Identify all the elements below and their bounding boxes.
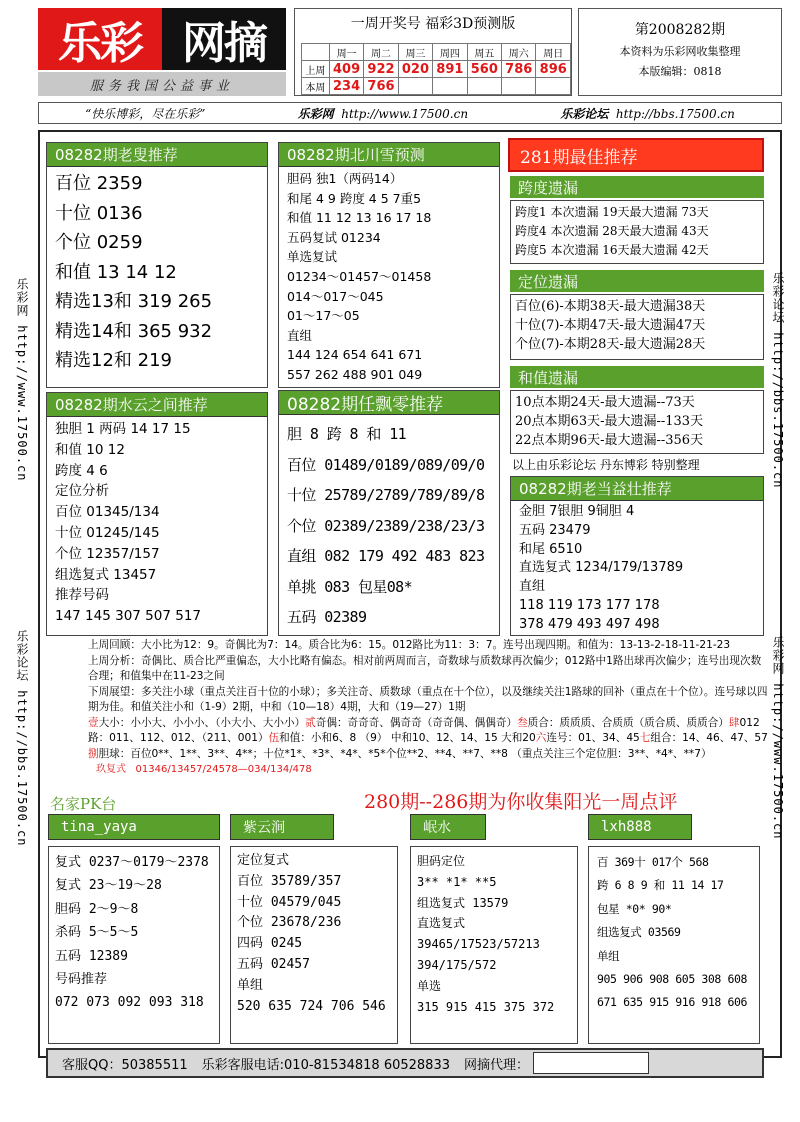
day-header: 周三 xyxy=(398,44,432,61)
beichuan-panel xyxy=(278,142,500,388)
pk-line: 跨 6 8 9 和 11 14 17 xyxy=(597,878,724,893)
pk-line: 单组 xyxy=(237,977,264,993)
pattern-text: 壹大小：小小大、小小小、（小大小、大小小）贰奇偶：奇奇奇、偶奇奇（奇奇偶、偶偶奇）叁质合：质质质、合质质（质合质、质质合）肆012路：011、112、012、（211、001）伍和值：小和6、8 （9） 中和10、12、14、15 大和20六连号：01、34、45七组合：14、46、47、57捌胆球：百位0**、1**、3**、4**；十位*1*、*3*、*4*、*5*个位**2、**4、**7、**8 （重点关注三个定位胆：3**、*4*、**7） xyxy=(88,716,768,760)
pk-column xyxy=(230,814,398,840)
beichuan-line: 直组 xyxy=(287,327,313,343)
renpiao-line: 直组 082 179 492 483 823 xyxy=(287,547,485,565)
outlook-text: 下周展望：多关注小球（重点关注百十位的小球）；多关注奇、质数球（重点在十个位），以及继续关注1路球的回补（重点在十个位）。连号球以四期为佳。和值关注小和（1-9）2期，中和（10—18）4期，大和（19—27）1期 xyxy=(88,685,768,713)
shuiyun-line: 推荐号码 xyxy=(55,587,109,604)
pk-line: 百 369十 017个 568 xyxy=(597,855,709,869)
complex-label: 玖复式 xyxy=(96,764,126,775)
pk-line: 胆码 2～9～8 xyxy=(55,901,139,917)
pk-line: 315 915 415 375 372 xyxy=(417,999,555,1014)
pk-line: 复式 23～19～28 xyxy=(55,878,162,894)
laosou-line: 百位 2359 xyxy=(55,173,143,194)
renpiao-title: 08282期任飘零推荐 xyxy=(279,391,499,415)
position-omission-line: 十位(7)-本期47天-最大遗漏47天 xyxy=(515,318,706,333)
shuiyun-line: 十位 01245/145 xyxy=(55,524,160,541)
pk-line: 671 635 915 916 918 606 xyxy=(597,995,748,1010)
customer-qq: 客服QQ：50385511 xyxy=(62,1057,188,1073)
pk-column-body xyxy=(48,846,220,1044)
pk-title: 280期--286期为你收集阳光一周点评 xyxy=(364,791,678,813)
logo-black-part: 网摘 xyxy=(162,8,286,70)
issue-box xyxy=(578,8,782,96)
pk-line: 单组 xyxy=(597,948,620,963)
day-header: 周二 xyxy=(364,44,398,61)
draw-number: 020 xyxy=(398,61,432,78)
shuiyun-line: 147 145 307 507 517 xyxy=(55,608,202,625)
draw-number xyxy=(536,78,571,95)
laodang-line: 直选复式 1234/179/13789 xyxy=(519,560,684,576)
draw-number: 409 xyxy=(329,61,363,78)
day-header: 周六 xyxy=(502,44,536,61)
laosou-line: 和值 13 14 12 xyxy=(55,261,177,283)
pk-column-name: tina_yaya xyxy=(48,814,220,840)
laodang-title: 08282期老当益壮推荐 xyxy=(511,477,763,501)
laosou-panel xyxy=(46,142,268,388)
draw-title: 一周开奖号 福彩3D预测版 xyxy=(350,16,516,32)
draw-number: 766 xyxy=(364,78,398,95)
draw-number: 560 xyxy=(467,61,501,78)
pk-line: 五码 12389 xyxy=(55,948,128,964)
renpiao-line: 五码 02389 xyxy=(287,608,367,626)
renpiao-line: 胆 8 跨 8 和 11 xyxy=(287,425,407,443)
day-header: 周五 xyxy=(467,44,501,61)
laosou-line: 十位 0136 xyxy=(55,202,143,224)
pk-line: 复式 0237～0179～2378 xyxy=(55,855,209,870)
forum-url-link[interactable]: http://bbs.17500.cn xyxy=(615,106,735,121)
pk-column xyxy=(588,814,760,840)
analysis-text: 上周分析：奇偶比、质合比严重偏态，大小比略有偏态。相对前两周而言，奇数球与质数球再次偏少；012路中1路出球再次偏少；连号出现次数合理；和值集中在11-23之间 xyxy=(88,654,762,682)
sum-omission-line: 10点本期24天-最大遗漏--73天 xyxy=(515,395,695,410)
laodang-line: 五码 23479 xyxy=(519,522,591,538)
draw-number: 896 xyxy=(536,61,571,78)
beichuan-line: 557 262 488 901 049 xyxy=(287,366,423,382)
beichuan-line: 胆码 独1（两码14） xyxy=(287,171,403,186)
laosou-line: 精选14和 365 932 xyxy=(55,320,213,342)
laodang-line: 直组 xyxy=(519,579,546,595)
renpiao-panel xyxy=(278,390,500,636)
pk-line: 五码 02457 xyxy=(237,956,310,972)
pk-line: 定位复式 xyxy=(237,853,290,868)
span-omission-line: 跨度1 本次遗漏 19天最大遗漏 73天 xyxy=(515,205,709,219)
pk-column-name: 紫云涧 xyxy=(230,814,334,840)
pk-line: 组选复式 03569 xyxy=(597,925,681,940)
pk-line: 3** *1* **5 xyxy=(417,874,497,889)
laosou-line: 个位 0259 xyxy=(55,232,143,253)
beichuan-line: 01234～01457～01458 xyxy=(287,268,432,284)
sum-omission-line: 20点本期63天-最大遗漏--133天 xyxy=(515,414,704,429)
weekly-draw-box xyxy=(294,8,572,96)
laodang-line: 118 119 173 177 178 xyxy=(519,597,660,613)
beichuan-lines xyxy=(279,167,499,387)
shuiyun-title: 08282期水云之间推荐 xyxy=(47,393,267,417)
pk-line: 520 635 724 706 546 xyxy=(237,998,386,1014)
beichuan-line: 01～17～05 xyxy=(287,308,360,324)
logo xyxy=(38,8,286,70)
best-recommend-banner: 281期最佳推荐 xyxy=(508,138,764,172)
sum-omission-line: 22点本期96天-最大遗漏--356天 xyxy=(515,433,704,448)
laodang-line: 378 479 493 497 498 xyxy=(519,616,660,632)
slogan: 服务我国公益事业 xyxy=(38,72,286,96)
laodang-line: 和尾 6510 xyxy=(519,541,583,557)
draw-number xyxy=(398,78,432,95)
beichuan-line: 和值 11 12 13 16 17 18 xyxy=(287,210,432,226)
renpiao-line: 百位 01489/0189/089/09/0 xyxy=(287,455,485,474)
pk-column xyxy=(410,814,578,840)
draw-number xyxy=(502,78,536,95)
logo-red-part: 乐彩 xyxy=(38,8,162,70)
position-omission-title: 定位遗漏 xyxy=(510,270,764,292)
marker: 六 xyxy=(535,732,547,744)
marker: 贰 xyxy=(305,716,316,729)
weekly-analysis xyxy=(48,638,770,778)
draw-number xyxy=(467,78,501,95)
draw-table xyxy=(301,43,571,95)
complex-line xyxy=(48,762,770,778)
shuiyun-line: 定位分析 xyxy=(55,483,109,500)
draw-number: 922 xyxy=(364,61,398,78)
side-text-left-top: 乐彩网 http://www.17500.cn xyxy=(15,278,29,482)
pk-column-body xyxy=(588,846,760,1044)
shuiyun-line: 和值 10 12 xyxy=(55,441,125,458)
pk-column-name: lxh888 xyxy=(588,814,692,840)
laosou-line: 精选12和 219 xyxy=(55,350,172,371)
position-omission-body xyxy=(510,294,764,360)
sum-omission-title: 和值遗漏 xyxy=(510,366,764,388)
shuiyun-line: 组选复式 13457 xyxy=(55,566,157,583)
span-omission-line: 跨度4 本次遗漏 28天最大遗漏 43天 xyxy=(515,224,709,238)
marker: 伍 xyxy=(268,732,280,744)
position-omission-line: 百位(6)-本期38天-最大遗漏38天 xyxy=(515,299,706,314)
span-omission-line: 跨度5 本次遗漏 16天最大遗漏 42天 xyxy=(515,243,709,257)
shuiyun-lines xyxy=(47,417,267,629)
pk-line: 号码推荐 xyxy=(55,972,108,988)
side-text-right-top: 乐彩论坛 http://bbs.17500.cn xyxy=(771,272,785,489)
day-header: 周一 xyxy=(329,44,363,61)
renpiao-line: 单挑 083 包星08* xyxy=(287,577,413,596)
agent-field xyxy=(533,1052,649,1074)
beichuan-line: 五码复试 01234 xyxy=(287,229,381,245)
beichuan-line: 和尾 4 9 跨度 4 5 7重5 xyxy=(287,190,422,206)
laodang-panel xyxy=(510,476,764,636)
pk-line: 组选复式 13579 xyxy=(417,895,509,910)
shuiyun-line: 独胆 1 两码 14 17 15 xyxy=(55,421,191,437)
motto-bar xyxy=(38,102,782,124)
pk-line: 直选复式 xyxy=(417,916,466,931)
position-omission-line: 个位(7)-本期28天-最大遗漏28天 xyxy=(515,337,706,352)
pk-line: 394/175/572 xyxy=(417,957,497,972)
renpiao-line: 十位 25789/2789/789/89/8 xyxy=(287,486,485,504)
agent-label: 网摘代理： xyxy=(464,1057,530,1073)
span-omission-body xyxy=(510,200,764,264)
day-header: 周四 xyxy=(433,44,467,61)
beichuan-title: 08282期北川雪预测 xyxy=(279,143,499,167)
laodang-lines xyxy=(511,501,763,637)
pk-line: 单选 xyxy=(417,978,442,993)
pk-line: 胆码定位 xyxy=(417,854,466,868)
side-text-right-bottom: 乐彩网 http://www.17500.cn xyxy=(771,636,785,840)
span-omission-title: 跨度遗漏 xyxy=(510,176,764,198)
draw-number: 786 xyxy=(502,61,536,78)
pk-column-name: 岷水 xyxy=(410,814,486,840)
day-header: 周日 xyxy=(536,44,571,61)
laosou-lines xyxy=(47,167,267,378)
beichuan-line: 144 124 654 641 671 xyxy=(287,347,423,363)
laosou-line: 精选13和 319 265 xyxy=(55,291,213,312)
marker: 捌 xyxy=(88,747,99,760)
forum-name: 乐彩论坛 xyxy=(560,106,609,121)
complex-value: 01346/13457/24578—034/134/478 xyxy=(135,764,312,775)
pk-label: 名家PK台 xyxy=(50,795,117,813)
marker: 叁 xyxy=(517,716,528,729)
beichuan-line: 单选复试 xyxy=(287,249,338,265)
pk-line: 百位 35789/357 xyxy=(237,873,342,889)
marker: 七 xyxy=(639,732,651,744)
shuiyun-line: 个位 12357/157 xyxy=(55,545,160,562)
pk-line: 39465/17523/57213 xyxy=(417,937,540,952)
issue-number: 第2008282期 xyxy=(634,22,726,38)
last-week-label: 上周 xyxy=(302,61,330,78)
beichuan-line: 014～017～045 xyxy=(287,288,384,304)
shuiyun-line: 百位 01345/134 xyxy=(55,504,160,521)
pk-line: 包星 *0* 90* xyxy=(597,901,672,916)
pk-column-body xyxy=(230,846,398,1044)
sum-omission-note: 以上由乐彩论坛 丹东博彩 特别整理 xyxy=(512,458,700,472)
collect-note: 本资料为乐彩网收集整理 xyxy=(619,45,741,58)
pk-line: 四码 0245 xyxy=(237,936,303,952)
draw-number: 891 xyxy=(433,61,467,78)
site-url-link[interactable]: http://www.17500.cn xyxy=(341,106,469,121)
customer-phone: 乐彩客服电话:010-81534818 60528833 xyxy=(201,1057,450,1073)
review-text: 上周回顾：大小比为12：9。奇偶比为7：14。质合比为6：15。012路比为11：3：7。连号出现四期。和值为：13-13-2-18-11-21-23 xyxy=(88,639,731,651)
renpiao-line: 个位 02389/2389/238/23/3 xyxy=(287,516,485,535)
footer-bar xyxy=(46,1048,764,1078)
pk-line: 072 073 092 093 318 xyxy=(55,995,204,1011)
marker: 肆 xyxy=(728,716,740,729)
pk-column xyxy=(48,814,220,840)
shuiyun-line: 跨度 4 6 xyxy=(55,462,108,479)
laosou-title: 08282期老叟推荐 xyxy=(47,143,267,167)
renpiao-lines xyxy=(279,415,499,637)
draw-number xyxy=(433,78,467,95)
sum-omission-body xyxy=(510,390,764,454)
editor: 本版编辑：0818 xyxy=(638,65,722,78)
pk-line: 个位 23678/236 xyxy=(237,915,342,931)
draw-number: 234 xyxy=(329,78,363,95)
pk-line: 905 906 908 605 308 608 xyxy=(597,972,748,987)
site-name: 乐彩网 xyxy=(297,106,334,121)
this-week-label: 本周 xyxy=(302,78,330,95)
motto-quote: “快乐博彩，尽在乐彩” xyxy=(85,106,206,121)
side-text-left-bottom: 乐彩论坛 http://bbs.17500.cn xyxy=(15,630,29,847)
pk-column-body xyxy=(410,846,578,1044)
pk-line: 杀码 5～5～5 xyxy=(55,925,139,941)
pk-line: 十位 04579/045 xyxy=(237,894,342,910)
marker: 壹 xyxy=(88,716,99,729)
shuiyun-panel xyxy=(46,392,268,636)
laodang-line: 金胆 7银胆 9铜胆 4 xyxy=(519,504,635,519)
